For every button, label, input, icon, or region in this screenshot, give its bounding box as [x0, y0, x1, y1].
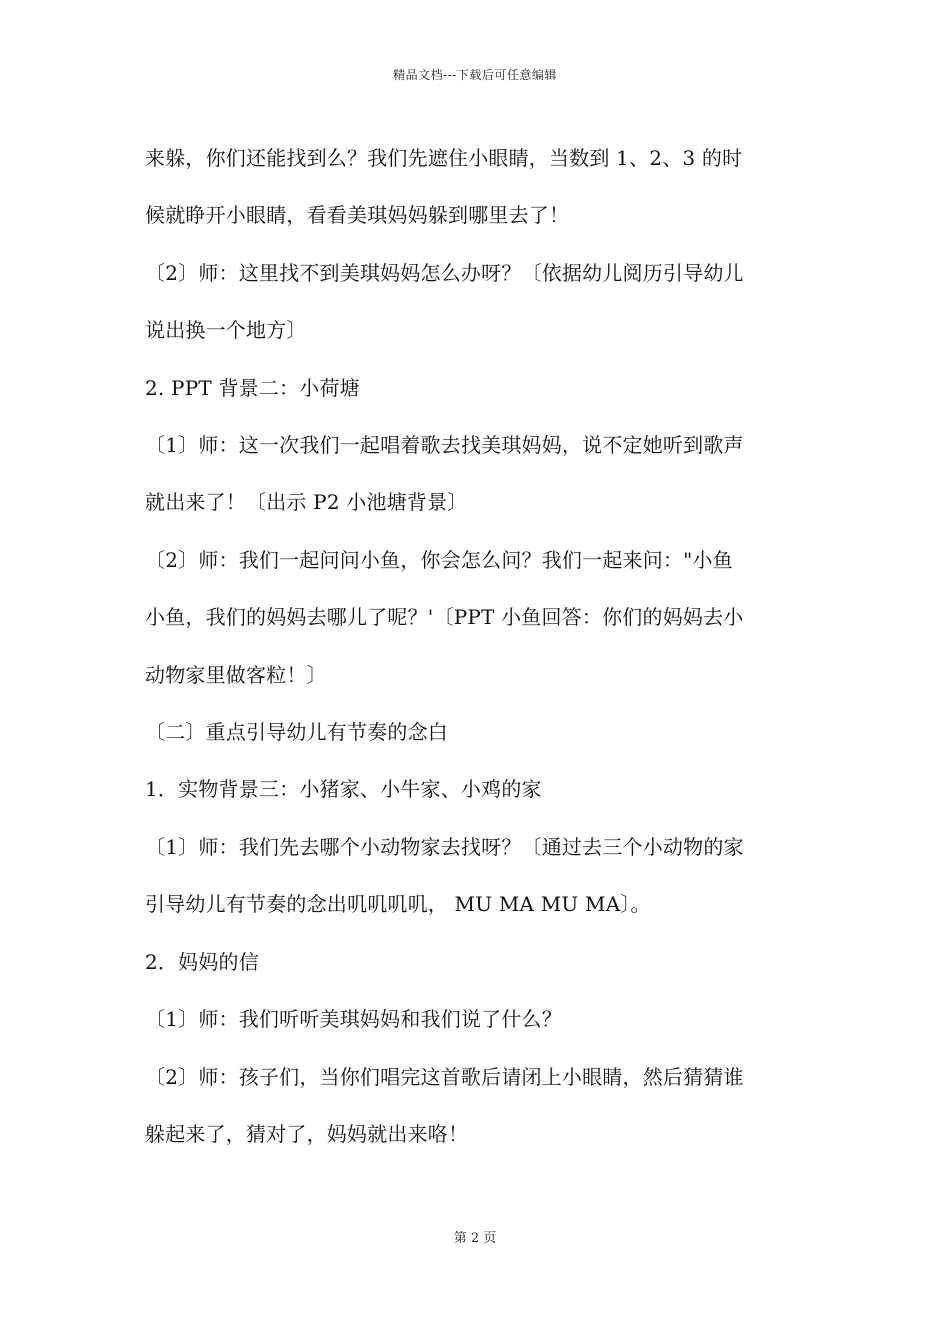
text-line: 来躲，你们还能找到么？我们先遮住小眼睛，当数到 1、2、3 的时: [145, 146, 743, 170]
text-line: 就出来了！〔出示 P2 小池塘背景〕: [145, 490, 468, 515]
section-heading: 2. PPT 背景二：小荷塘: [145, 375, 360, 400]
text-line: 躲起来了，猜对了，妈妈就出来咯！: [145, 1121, 469, 1146]
text-line: 〔2〕师：这里找不到美琪妈妈怎么办呀？〔依据幼儿阅历引导幼儿: [145, 260, 744, 285]
text-line: 〔1〕师：我们先去哪个小动物家去找呀？〔通过去三个小动物的家: [145, 834, 744, 859]
text-line: 动物家里做客粒！〕: [145, 662, 327, 687]
text-line: 〔1〕师：我们听听美琪妈妈和我们说了什么？: [145, 1007, 562, 1032]
text-line: 〔2〕师：我们一起问问小鱼，你会怎么问？我们一起来问："小鱼: [145, 547, 733, 572]
text-line: 引导幼儿有节奏的念出叽叽叽叽， MU MA MU MA〕。: [145, 892, 651, 917]
page-header: 精品文档---下载后可任意编辑: [393, 68, 557, 82]
section-heading: 2．妈妈的信: [145, 949, 259, 974]
text-line: 〔1〕师：这一次我们一起唱着歌去找美琪妈妈，说不定她听到歌声: [145, 433, 744, 458]
text-line: 小鱼，我们的妈妈去哪儿了呢？'〔PPT 小鱼回答：你们的妈妈去小: [145, 605, 744, 630]
document-body: [145, 130, 810, 1163]
page-number: 第 2 页: [453, 1231, 497, 1246]
text-line: 候就睁开小眼睛，看看美琪妈妈躲到哪里去了！: [145, 203, 570, 228]
text-line: 说出换一个地方〕: [145, 318, 307, 343]
section-heading: 〔二〕重点引导幼儿有节奏的念白: [145, 720, 448, 745]
text-line: 〔2〕师：孩子们，当你们唱完这首歌后请闭上小眼睛，然后猜猜谁: [145, 1064, 744, 1089]
section-heading: 1．实物背景三：小猪家、小牛家、小鸡的家: [145, 777, 542, 802]
